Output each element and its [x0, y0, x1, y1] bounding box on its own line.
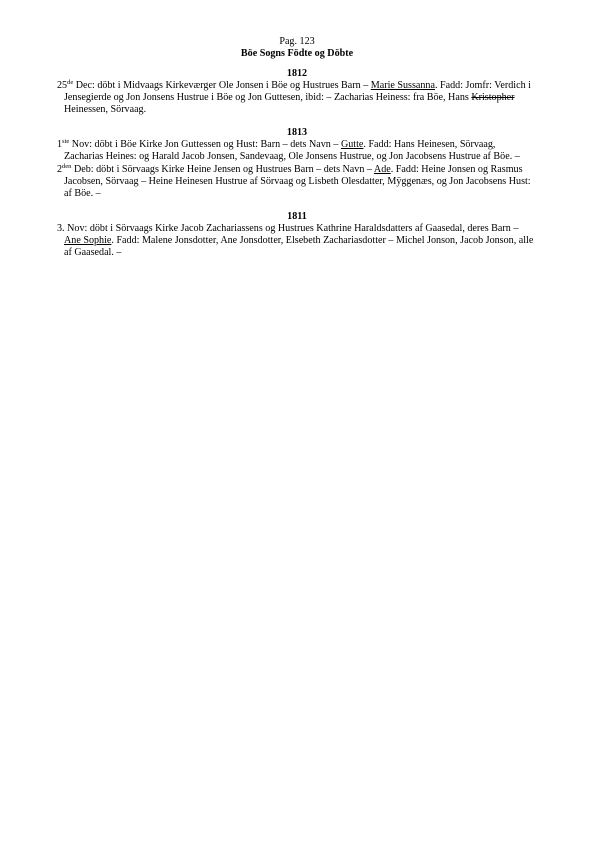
child-name: Marie Sussanna: [370, 79, 435, 91]
entry-date: 25: [57, 79, 68, 91]
entry-text: . Fadd: Hans Heinesen, Sörvaag, Zacharias Heines: og Harald Jacob Jonsen, Sandevaag, Ole Jonsens Hustrue, og Jon Jacobsens Hustrue af Böe. –: [64, 139, 520, 163]
entry-date-suffix: de: [67, 78, 74, 86]
entry-text: Nov: döbt i Sörvaags Kirke Jacob Zachariassens og Hustrues Kathrine Haraldsdatters af Gaasedal, deres Barn –: [64, 222, 519, 234]
entry-text: . Fadd: Jomfr: Verdich i Jensegierde og Jon Jonsens Hustrue i Böe og Jon Guttesen, ibid: – Zacharias Heiness: fra Böe, Hans: [64, 79, 531, 104]
page-label: Pag. 123: [279, 36, 315, 47]
entry: [57, 223, 537, 260]
entry: [57, 80, 537, 117]
section-year: 1813: [286, 126, 308, 138]
entry-text: . Fadd: Malene Jonsdotter, Ane Jonsdotter, Elsebeth Zachariasdotter – Michel Jonson, Jacob Jonson, alle af Gaasedal. –: [64, 235, 534, 259]
child-name: Ade: [373, 163, 391, 175]
section-1812: [57, 68, 537, 117]
entry-text: . Fadd: Heine Jonsen og Rasmus Jacobsen, Sörvaag – Heine Heinesen Hustrue af Sörvaag og Lisbeth Olesdatter, Mÿggenæs, og Jon Jacobsens Hust: af Böe. –: [64, 163, 531, 200]
child-name: Gutte: [340, 139, 364, 151]
section-1811: [57, 211, 537, 260]
section-year: 1811: [287, 210, 307, 222]
entry-text: Dec: döbt i Midvaags Kirkeværger Ole Jonsen i Böe og Hustrues Barn –: [73, 79, 371, 91]
section-1813: [57, 127, 537, 201]
entry-date-suffix: den: [62, 162, 72, 170]
document-page: [57, 36, 537, 270]
entry-text: Deb: döbt i Sörvaags Kirke Heine Jensen og Hustrues Barn – dets Navn –: [71, 163, 374, 175]
entry-date-suffix: ste: [62, 138, 70, 146]
child-name: Ane Sophie: [64, 235, 112, 247]
entry-text: Heinessen, Sörvaag.: [64, 104, 147, 116]
section-year: 1812: [286, 67, 308, 79]
entry-date: 3.: [57, 222, 65, 234]
entry-date: 1: [57, 139, 63, 151]
struck-text: Kristopher: [471, 92, 515, 104]
entry-date: 2: [57, 163, 63, 175]
entry: [57, 139, 537, 164]
entry: [57, 164, 537, 201]
entry-text: Nov: döbt i Böe Kirke Jon Guttessen og Hust: Barn – dets Navn –: [69, 139, 341, 151]
register-title: Böe Sogns Födte og Döbte: [240, 48, 354, 60]
